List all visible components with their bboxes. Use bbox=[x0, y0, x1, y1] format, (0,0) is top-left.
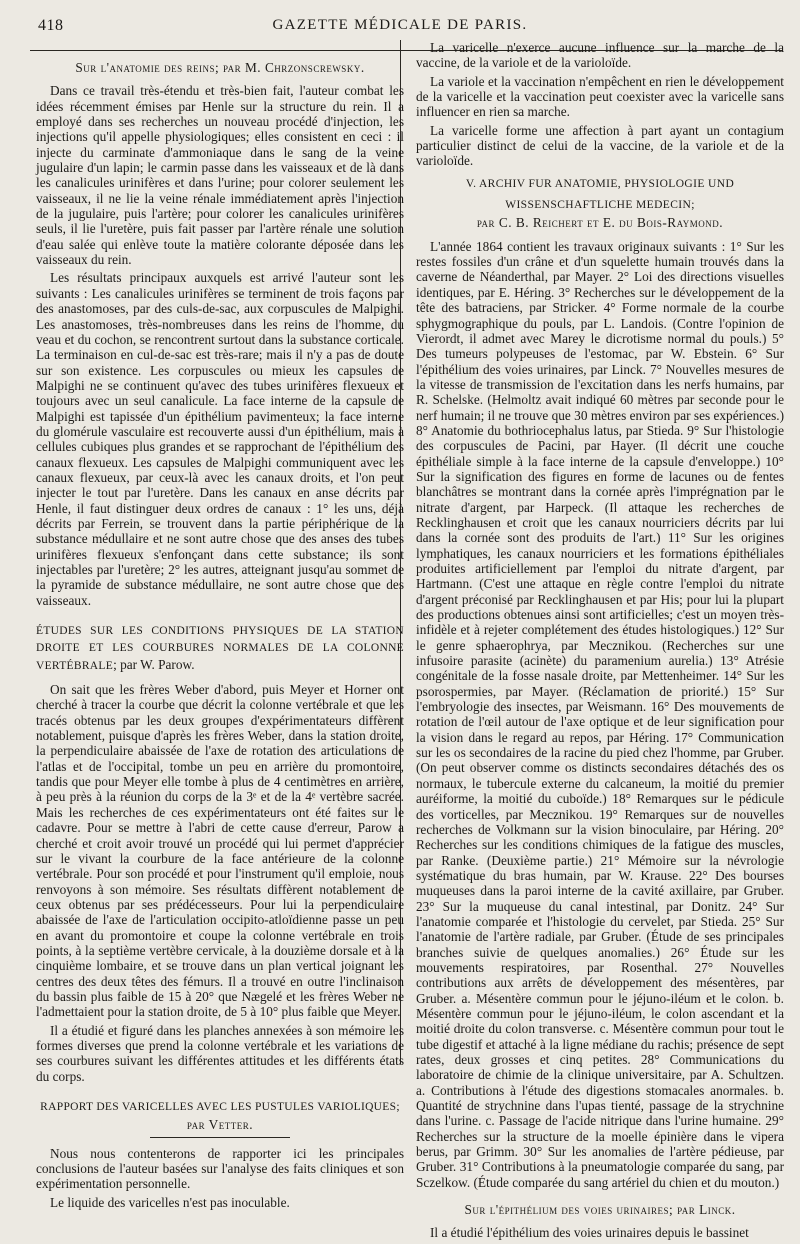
section-heading-reins: Sur l'anatomie des reins; par M. Chrzonscrewsky. bbox=[75, 60, 365, 75]
section-heading-linck: Sur l'épithélium des voies urinaires; par Linck. bbox=[464, 1202, 736, 1218]
paragraph: La variole et la vaccination n'empêchent en rien le développement de la varicelle et la vaccination peut coexister avec la varicelle sans influencer en rien sa marche. bbox=[416, 73, 784, 120]
running-title: GAZETTE MÉDICALE DE PARIS. bbox=[272, 17, 528, 33]
paragraph: La varicelle forme une affection à part ayant un contagium particulier distinct de celui de la vaccine, de la variole et de la varioloïde. bbox=[416, 122, 784, 169]
archiv-byline: par C. B. Reichert et E. du Bois-Raymond. bbox=[476, 215, 724, 231]
paragraph: Il a étudié et figuré dans les planches annexées à son mémoire les formes diverses que prend la colonne vertébrale et les variations de ses courbures suivant les différentes attitudes et les différents états du corps. bbox=[36, 1022, 404, 1084]
section-heading-parow: ÉTUDES SUR LES CONDITIONS PHYSIQUES DE LA STATION DROITE ET LES COURBURES NORMALES DE LA COLONNE VERTÉBRALE; par W. Parow. bbox=[36, 625, 404, 672]
right-column bbox=[416, 40, 784, 1244]
paragraph: L'année 1864 contient les travaux originaux suivants : 1° Sur les restes fossiles d'un crâne et d'un squelette humain trouvés dans la caverne de Néanderthal, par Mayer. 2° Loi des directions visuelles identiques, par E. Héring. 3° Recherches sur le développement de la tête des batraciens, par Stricker. 4° Forme normale de la courbe sphygmographique du pouls, par L. Landois. (Contre l'opinion de Vierordt, il admet avec Marey le dicrotisme normal du pouls.) 5° Des tumeurs polypeuses de l'estomac, par W. Ebstein. 6° Sur l'épithélium des voies urinaires, par Linck. 7° Nouvelles mesures de la vitesse de transmission de l'excitation dans les nerfs humains, par R. Schelske. (Helmoltz avait indiqué 60 mètres par seconde pour le nerf humain; il ne trouve que 30 mètres environ par ses expériences.) 8° Anatomie du bothriocephalus latus, par Stieda. 9° Sur l'histologie des corpuscules de Pacini, par Hayer. (Il décrit une couche épithéliale simple à la face interne de la capsule d'enveloppe.) 10° Sur la signification des figures en forme de lacunes ou de fentes blanchâtres se montrant dans la cornée après l'imprégnation par le nitrate d'argent, par Harpeck. (Il attaque les recherches de Recklinghausen et croit que les canaux nourriciers décrits par lui dans la cornée sont des produits de l'art.) 11° Sur les origines lymphatiques, les canaux nourriciers et les formations épithéliales produites artificiellement par l'emploi du nitrate d'argent, par Hartmann. (C'est une attaque en règle contre l'emploi du nitrate d'argent préconisé par Recklinghausen et par His; pour lui la plupart des productions obtenues ainsi sont artificielles; c'est un moyen très-infidèle et à rejeter complétement des études histologiques.) 12° Sur le genre sphaerophrya, par Mecznikou. (Recherches sur une infusoire parasite (acinète) du paramenium aurelia.) 13° Atrésie congénitale de la fosse nasale droite, par Mettenheimer. 14° Sur les psorospermies, par Mayer. (Réclamation de priorité.) 15° Sur l'embryologie des insectes, par Weismann. 16° Des mouvements de rotation de l'œil autour de l'axe optique et de leur signification pour la vision dans le regard au repos, par Héring. 17° Communication sur les os secondaires de la racine du pied chez l'homme, par Gruber. (On peut observer comme os distincts secondaires détachés des os normaux, le tubercule externe du calcaneum, la moitié du premier auréiforme, la moitié du cuboïde.) 18° Remarques sur le pédicule des vorticelles, par Mecznikou. 19° Remarques sur de nouvelles recherches de Volkmann sur la vision binoculaire, par Héring. 20° Recherches sur les conditions chimiques de la fatigue des muscles, par Ranke. (Deuxième partie.) 21° Mémoire sur la névrologie systématique du bras humain, par W. Krause. 22° Des bourses muqueuses dans la paroi interne de la cavité axillaire, par Gruber. 23° Sur la muqueuse du canal intestinal, par Donitz. 24° Sur l'anatomie comparée et l'histologie du cervelet, par Stieda. 25° Sur l'anatomie de l'artère radiale, par Gruber. (Étude de ses principales branches suivie de quelques anomalies.) 26° Étude sur les mouvements respiratoires, par Rosenthal. 27° Nouvelles contributions aux arrêts de développement des mésentères, par Gruber. a. Mésentère commun pour le jéjuno-iléum et le colon. b. Mésentère commun pour le jéjuno-iléum, le colon ascendant et la moitié droite du colon transverse. c. Mésentère commun pour tout le tube digestif et attaché à la ligne médiane du rachis; présence de sept rates, deux grosses et cinq petites. 28° Communications du laboratoire de chimie de la clinique universitaire, par A. Schultzen. a. Contributions à l'étude des digestions stomacales anormales. b. Quantité de strychnine dans l'upas tienté, passage de la strychnine dans l'urine. c. Passage de l'acide nitrique dans l'urine humaine. 29° Recherches sur la structure de la moelle épinière dans le vipera berus, par Grimm. 30° Sur les anomalies de l'artère pédieuse, par Gruber. 31° Contributions à la pneumatologie comparée du sang, par Sczelkow. (Étude comparée du sang artériel du chien et du mouton.) bbox=[416, 238, 784, 1190]
paragraph: Les résultats principaux auxquels est arrivé l'auteur sont les suivants : Les canalicules urinifères se terminent de trois façons par des anastomoses, par des culs-de-sac, aux corpuscules de Malpighi. Les anastomoses, très-nombreuses dans les reins de l'homme, du veau et du cochon, se rencontrent surtout dans la substance corticale. La terminaison en cul-de-sac est très-rare; mais il n'y a pas de doute sur son existence. Les corpuscules ou mieux les capsules de Malpighi ne se continuent qu'avec des tubes urinifères flexueux et toujours avec un seul canalicule. La face interne de la capsule de Malpighi est tapissée d'un épithélium pavimenteux; la face interne du glomérule vasculaire est recouverte aussi d'un épithélium, mais à cellules cubiques plus grandes et se rapprochant de l'épithélium des canaux flexueux. Les capsules de Malpighi communiquent avec les canaux flexueux, par ceux-là avec les canaux droits, et l'on peut injecter le tout par l'uretère. Dans les canaux en anse décrits par Henle, il faut distinguer deux ordres de canaux : 1° les uns, déjà décrits par Ferrein, se trouvent dans la partie périphérique de la substance médullaire et ne sont autre chose que des anses des tubes urinifères flexueux s'enfonçant dans cette substance; ils sont injectables par l'uretère; 2° les autres, atteignant jusqu'au sommet de la pyramide de substance médullaire, ne sont autre chose que des vaisseaux. bbox=[36, 270, 404, 608]
paragraph: Le liquide des varicelles n'est pas inoculable. bbox=[50, 1194, 290, 1210]
section-heading-vetter: RAPPORT DES VARICELLES AVEC LES PUSTULES VARIOLIQUES; bbox=[40, 1101, 400, 1113]
page-number: 418 bbox=[38, 17, 64, 34]
archiv-title-line-2: WISSENSCHAFTLICHE MEDECIN; bbox=[505, 199, 695, 212]
separator-rule bbox=[150, 1137, 290, 1138]
paragraph: La varicelle n'exerce aucune influence sur la marche de la vaccine, de la variole et de la varioloïde. bbox=[416, 40, 784, 71]
left-column bbox=[36, 40, 404, 1213]
paragraph: Nous nous contenterons de rapporter ici les principales conclusions de l'auteur basées sur l'analyse des faits cliniques et son expérimentation personnelle. bbox=[36, 1145, 404, 1192]
paragraph: Il a étudié l'épithélium des voies urinaires depuis le bassinet bbox=[430, 1225, 749, 1241]
paragraph: On sait que les frères Weber d'abord, puis Meyer et Horner ont cherché à tracer la courbe que décrit la colonne vertébrale et que les tracés obtenus par les deux groupes d'expérimentateurs diffèrent notablement, puisque d'après les frères Weber, dans la station droite, la perpendiculaire abaissée de l'axe de rotation des articulations de l'atlas et de l'occipital, tombe un peu en arrière du promontoire, tandis que pour Meyer elle tombe à plus de 4 centimètres en arrière, à peu près à la réunion du corps de la 3ᵉ et de la 4ᵉ vertèbre sacrée. Mais les recherches de ces expérimentateurs ont été faites sur le cadavre. Pour se mettre à l'abri de cette cause d'erreur, Parow a cherché et croit avoir trouvé un procédé qui lui permet d'apprécier sur le vivant la courbure de la face antérieure de la colonne vertébrale. Pour son procédé et pour l'instrument qu'il emploie, nous renvoyons à son mémoire. Ses résultats diffèrent notablement de ceux obtenus par ses prédécesseurs. Pour lui la perpendiculaire abaissée de l'axe de l'articulation occipito-atloïdienne passe un peu en avant du promontoire et coupe la colonne vertébrale en trois points, à la septième vertèbre cervicale, à la douzième dorsale et à la cinquième lombaire, et se trouve dans un plan vertical joignant les centres des deux têtes des fémurs. Il a trouvé en outre l'inclinaison du bassin plus faible de 15 à 20° que Nægelé et les frères Weber ne l'admettaient pour la station droite, de 5 à 10° plus faible que Meyer. bbox=[36, 682, 404, 1020]
page-header bbox=[0, 14, 800, 38]
archiv-title-line-1: V. ARCHIV FUR ANATOMIE, PHYSIOLOGIE UND bbox=[465, 177, 735, 190]
section-heading-vetter-author: par Vetter. bbox=[186, 1117, 254, 1133]
paragraph: Dans ce travail très-étendu et très-bien fait, l'auteur combat les idées récemment émises par Henle sur la structure du rein. Il a employé dans ses recherches un nouveau procédé d'injection, les injections qu'il appelle physiologiques; elles consistent en ceci : il injecte du carminate d'ammoniaque dans le sang de la veine jugulaire d'un lapin; le carmin passe dans les vaisseaux et de là dans les canalicules urinifères et dans l'urine; pour colorer seulement les vaisseaux, il ne lie la veine rénale immédiatement après l'injection de la jugulaire, puis l'artère; pour colorer les canalicules urinifères seuls, il lie l'uretère, puis fait passer par l'artère rénale une solution d'eau salée qui enlève toute la matière colorante déposée dans les vaisseaux du rein. bbox=[36, 83, 404, 268]
